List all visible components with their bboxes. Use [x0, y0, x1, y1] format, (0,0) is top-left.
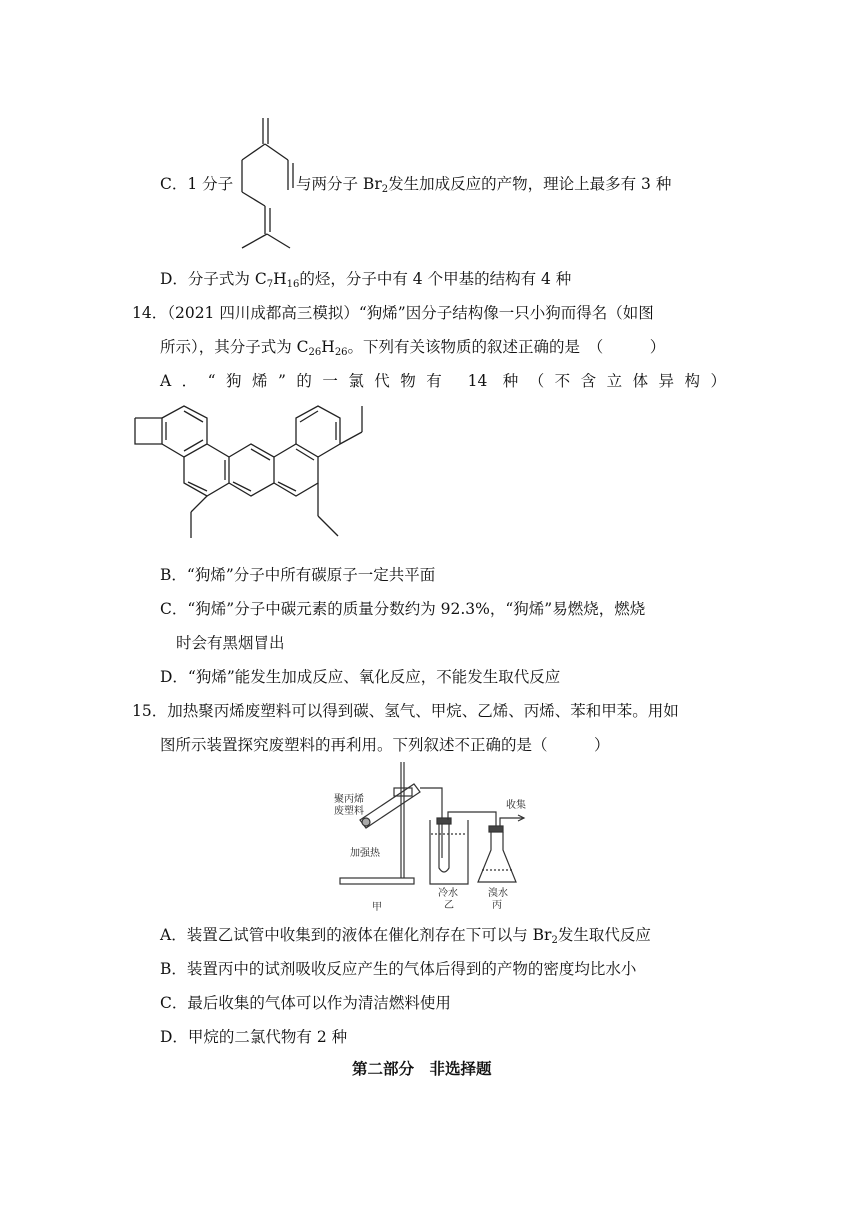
q13-option-d-sub2: 16: [286, 279, 300, 290]
apparatus-label-plastic-1: 聚丙烯: [334, 794, 364, 805]
apparatus-label-cold-water: 冷水: [438, 888, 458, 899]
apparatus-label-jia: 甲: [372, 902, 382, 913]
q14-option-c-line2: 时会有黑烟冒出: [176, 634, 285, 652]
q14-stem2-a: 所示），其分子式为 C: [160, 338, 309, 356]
apparatus-label-heat: 加强热: [350, 848, 380, 859]
q14-option-b: B．“狗烯”分子中所有碳原子一定共平面: [160, 566, 436, 584]
apparatus-label-bromine-water: 溴水: [488, 888, 508, 899]
q14-option-a: A．“狗烯”的一氯代物有 14 种（不含立体异构）: [160, 372, 726, 390]
q13-option-c-suffix: 发生加成反应的产物，理论上最多有 3 种: [388, 175, 672, 193]
q15-option-c: C．最后收集的气体可以作为清洁燃料使用: [160, 994, 451, 1012]
q14-option-d: D．“狗烯”能发生加成反应、氧化反应，不能发生取代反应: [160, 668, 561, 686]
q15-option-a-b: 发生取代反应: [557, 926, 651, 944]
q15-option-a-a: A．装置乙试管中收集到的液体在催化剂存在下可以与 Br: [160, 926, 552, 944]
q15-option-b: B．装置丙中的试剂吸收反应产生的气体后得到的产物的密度均比水小: [160, 960, 637, 978]
q14-stem-line2: [160, 337, 665, 357]
q15-stem-line1: 15．加热聚丙烯废塑料可以得到碳、氢气、甲烷、乙烯、丙烯、苯和甲苯。用如: [132, 702, 679, 720]
section-heading: 第二部分 非选择题: [352, 1060, 492, 1078]
q14-stem2-sub2: 26: [334, 347, 348, 358]
apparatus-label-collect: 收集: [506, 800, 526, 811]
q13-option-c-mid: 与两分子 Br: [296, 175, 382, 193]
q14-stem2-c: 。下列有关该物质的叙述正确的是 （ ）: [347, 338, 666, 356]
q15-option-a-sub: 2: [551, 935, 558, 946]
q13-option-c-prefix: C．1 分子: [160, 175, 234, 193]
q14-stem2-b: H: [321, 338, 335, 356]
q13-option-d-sub1: 7: [266, 279, 274, 290]
q14-stem2-sub1: 26: [308, 347, 322, 358]
q14-option-c-line1: C．“狗烯”分子中碳元素的质量分数约为 92.3%，“狗烯”易燃烧，燃烧: [160, 600, 646, 618]
q15-apparatus-diagram: [330, 758, 540, 918]
apparatus-label-yi: 乙: [444, 900, 454, 911]
q13-skeletal-formula: [234, 116, 304, 256]
q13-option-d-a: D．分子式为 C: [160, 270, 267, 288]
q15-option-a: [160, 925, 651, 945]
q15-option-d: D．甲烷的二氯代物有 2 种: [160, 1028, 348, 1046]
q13-option-d-b: H: [273, 270, 287, 288]
q13-option-d: [160, 269, 571, 289]
q15-stem-line2: 图所示装置探究废塑料的再利用。下列叙述不正确的是（ ）: [160, 736, 610, 754]
q13-option-c: [160, 174, 233, 194]
apparatus-label-bing: 丙: [492, 900, 502, 911]
q14-dogene-structure: [132, 398, 372, 558]
q13-option-c-rest: [296, 174, 671, 194]
q13-option-c-sub: 2: [381, 184, 389, 195]
q13-option-d-c: 的烃，分子中有 4 个甲基的结构有 4 种: [299, 270, 572, 288]
apparatus-label-plastic-2: 废塑料: [334, 806, 364, 817]
q14-stem-line1: 14．（2021 四川成都高三模拟）“狗烯”因分子结构像一只小狗而得名（如图: [132, 304, 654, 322]
